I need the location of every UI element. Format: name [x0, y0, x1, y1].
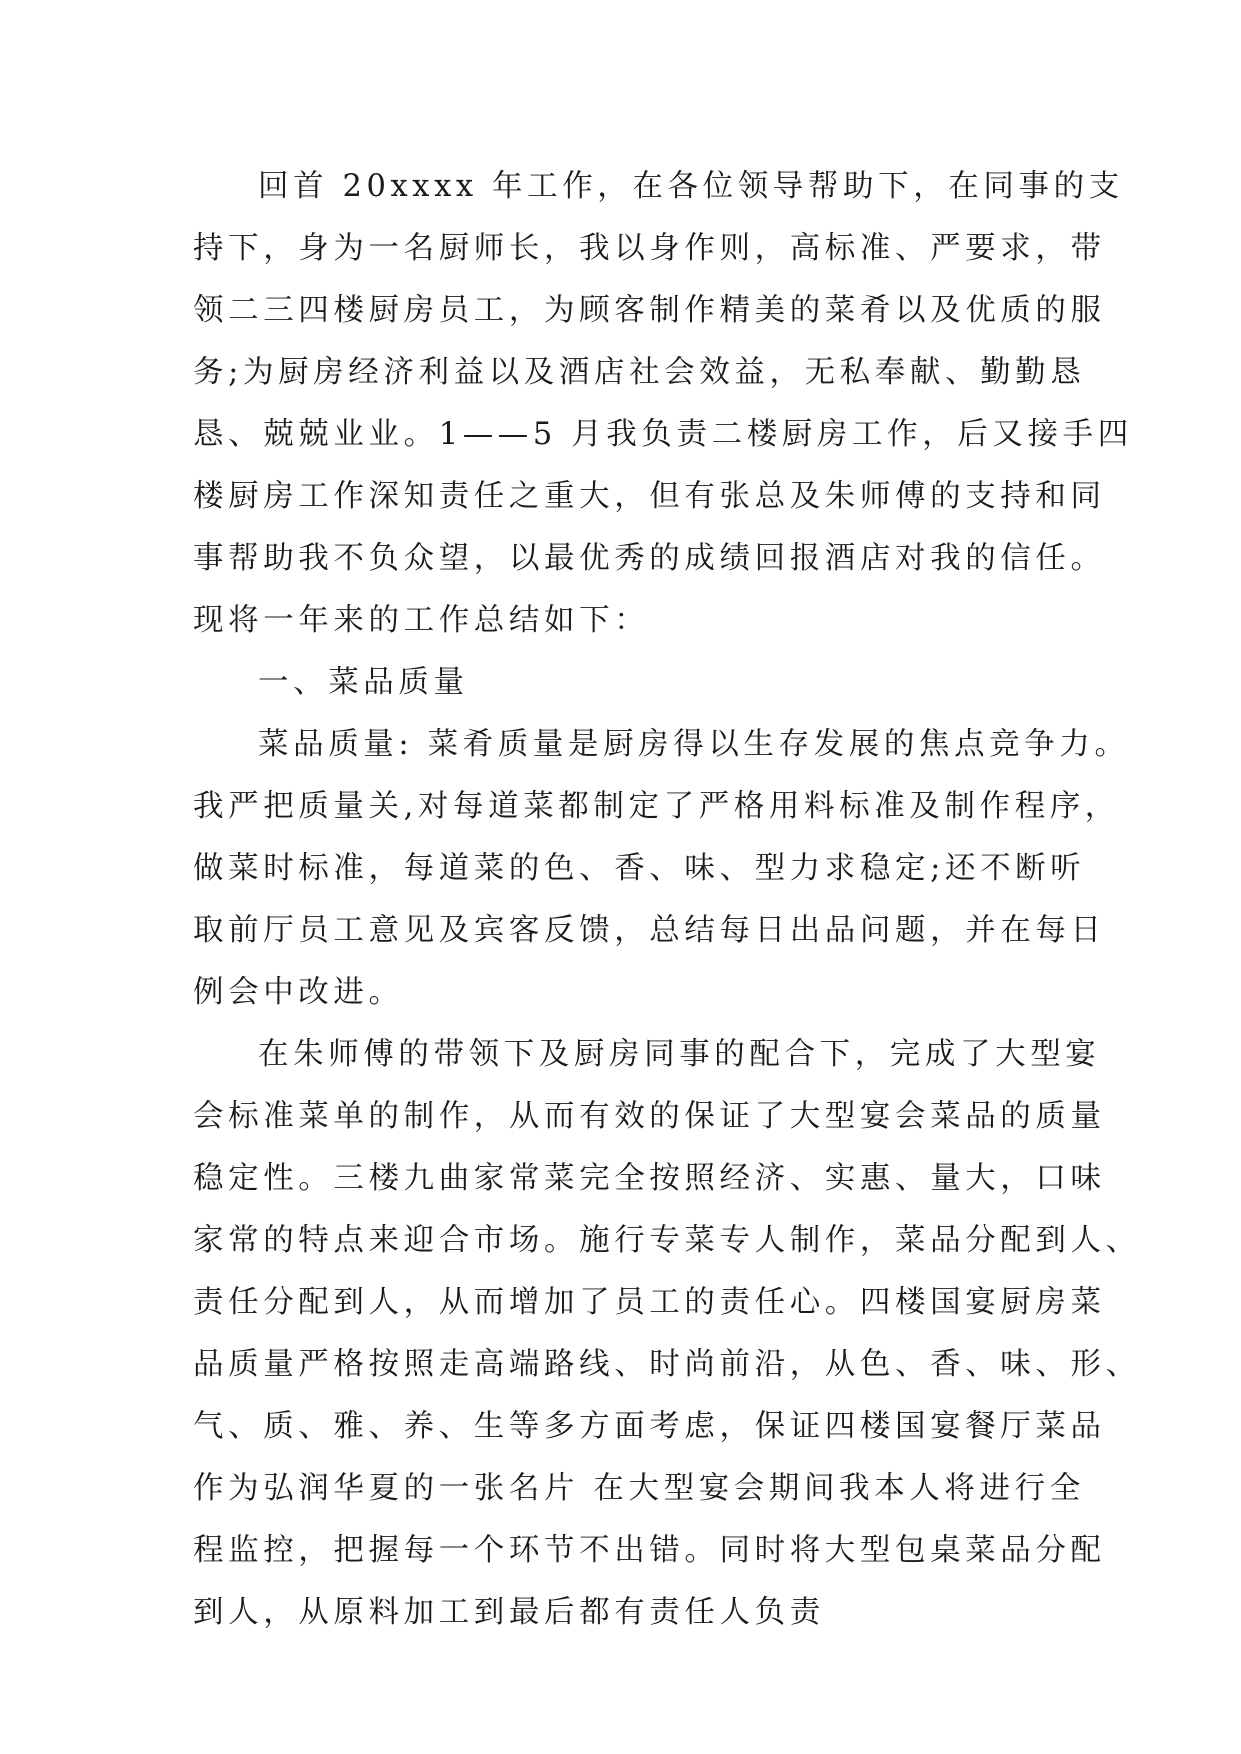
section-heading: 一、菜品质量 — [258, 665, 469, 700]
text-line: 作为弘润华夏的一张名片 在大型宴会期间我本人将进行全 — [193, 1471, 1085, 1506]
text-line: 现将一年来的工作总结如下： — [193, 603, 650, 638]
text-line: 例会中改进。 — [193, 975, 404, 1010]
text-line: 到人，从原料加工到最后都有责任人负责 — [193, 1595, 825, 1630]
text-line: 在朱师傅的带领下及厨房同事的配合下，完成了大型宴 — [258, 1037, 1101, 1072]
text-line: 品质量严格按照走高端路线、时尚前沿，从色、香、味、形、 — [193, 1347, 1141, 1382]
text-line: 我严把质量关,对每道菜都制定了严格用料标准及制作程序， — [193, 789, 1120, 824]
text-line: 务;为厨房经济利益以及酒店社会效益，无私奉献、勤勤恳 — [193, 355, 1086, 390]
text-line: 领二三四楼厨房员工，为顾客制作精美的菜肴以及优质的服 — [193, 293, 1106, 328]
text-line: 程监控，把握每一个环节不出错。同时将大型包桌菜品分配 — [193, 1533, 1106, 1568]
text-line: 回首 20xxxx 年工作，在各位领导帮助下，在同事的支 — [258, 169, 1124, 204]
text-line: 气、质、雅、养、生等多方面考虑，保证四楼国宴餐厅菜品 — [193, 1409, 1106, 1444]
text-line: 做菜时标准，每道菜的色、香、味、型力求稳定;还不断听 — [193, 851, 1086, 886]
text-line: 事帮助我不负众望，以最优秀的成绩回报酒店对我的信任。 — [193, 541, 1106, 576]
text-line: 稳定性。三楼九曲家常菜完全按照经济、实惠、量大，口味 — [193, 1161, 1106, 1196]
text-line: 楼厨房工作深知责任之重大，但有张总及朱师傅的支持和同 — [193, 479, 1106, 514]
text-line: 持下，身为一名厨师长，我以身作则，高标准、严要求，带 — [193, 231, 1106, 266]
text-line: 家常的特点来迎合市场。施行专菜专人制作，菜品分配到人、 — [193, 1223, 1141, 1258]
text-line: 取前厅员工意见及宾客反馈，总结每日出品问题，并在每日 — [193, 913, 1106, 948]
text-line: 责任分配到人，从而增加了员工的责任心。四楼国宴厨房菜 — [193, 1285, 1106, 1320]
text-line: 会标准菜单的制作，从而有效的保证了大型宴会菜品的质量 — [193, 1099, 1106, 1134]
text-line: 恳、兢兢业业。1——5 月我负责二楼厨房工作，后又接手四 — [193, 417, 1133, 452]
text-line: 菜品质量: 菜肴质量是厨房得以生存发展的焦点竞争力。 — [258, 727, 1130, 762]
